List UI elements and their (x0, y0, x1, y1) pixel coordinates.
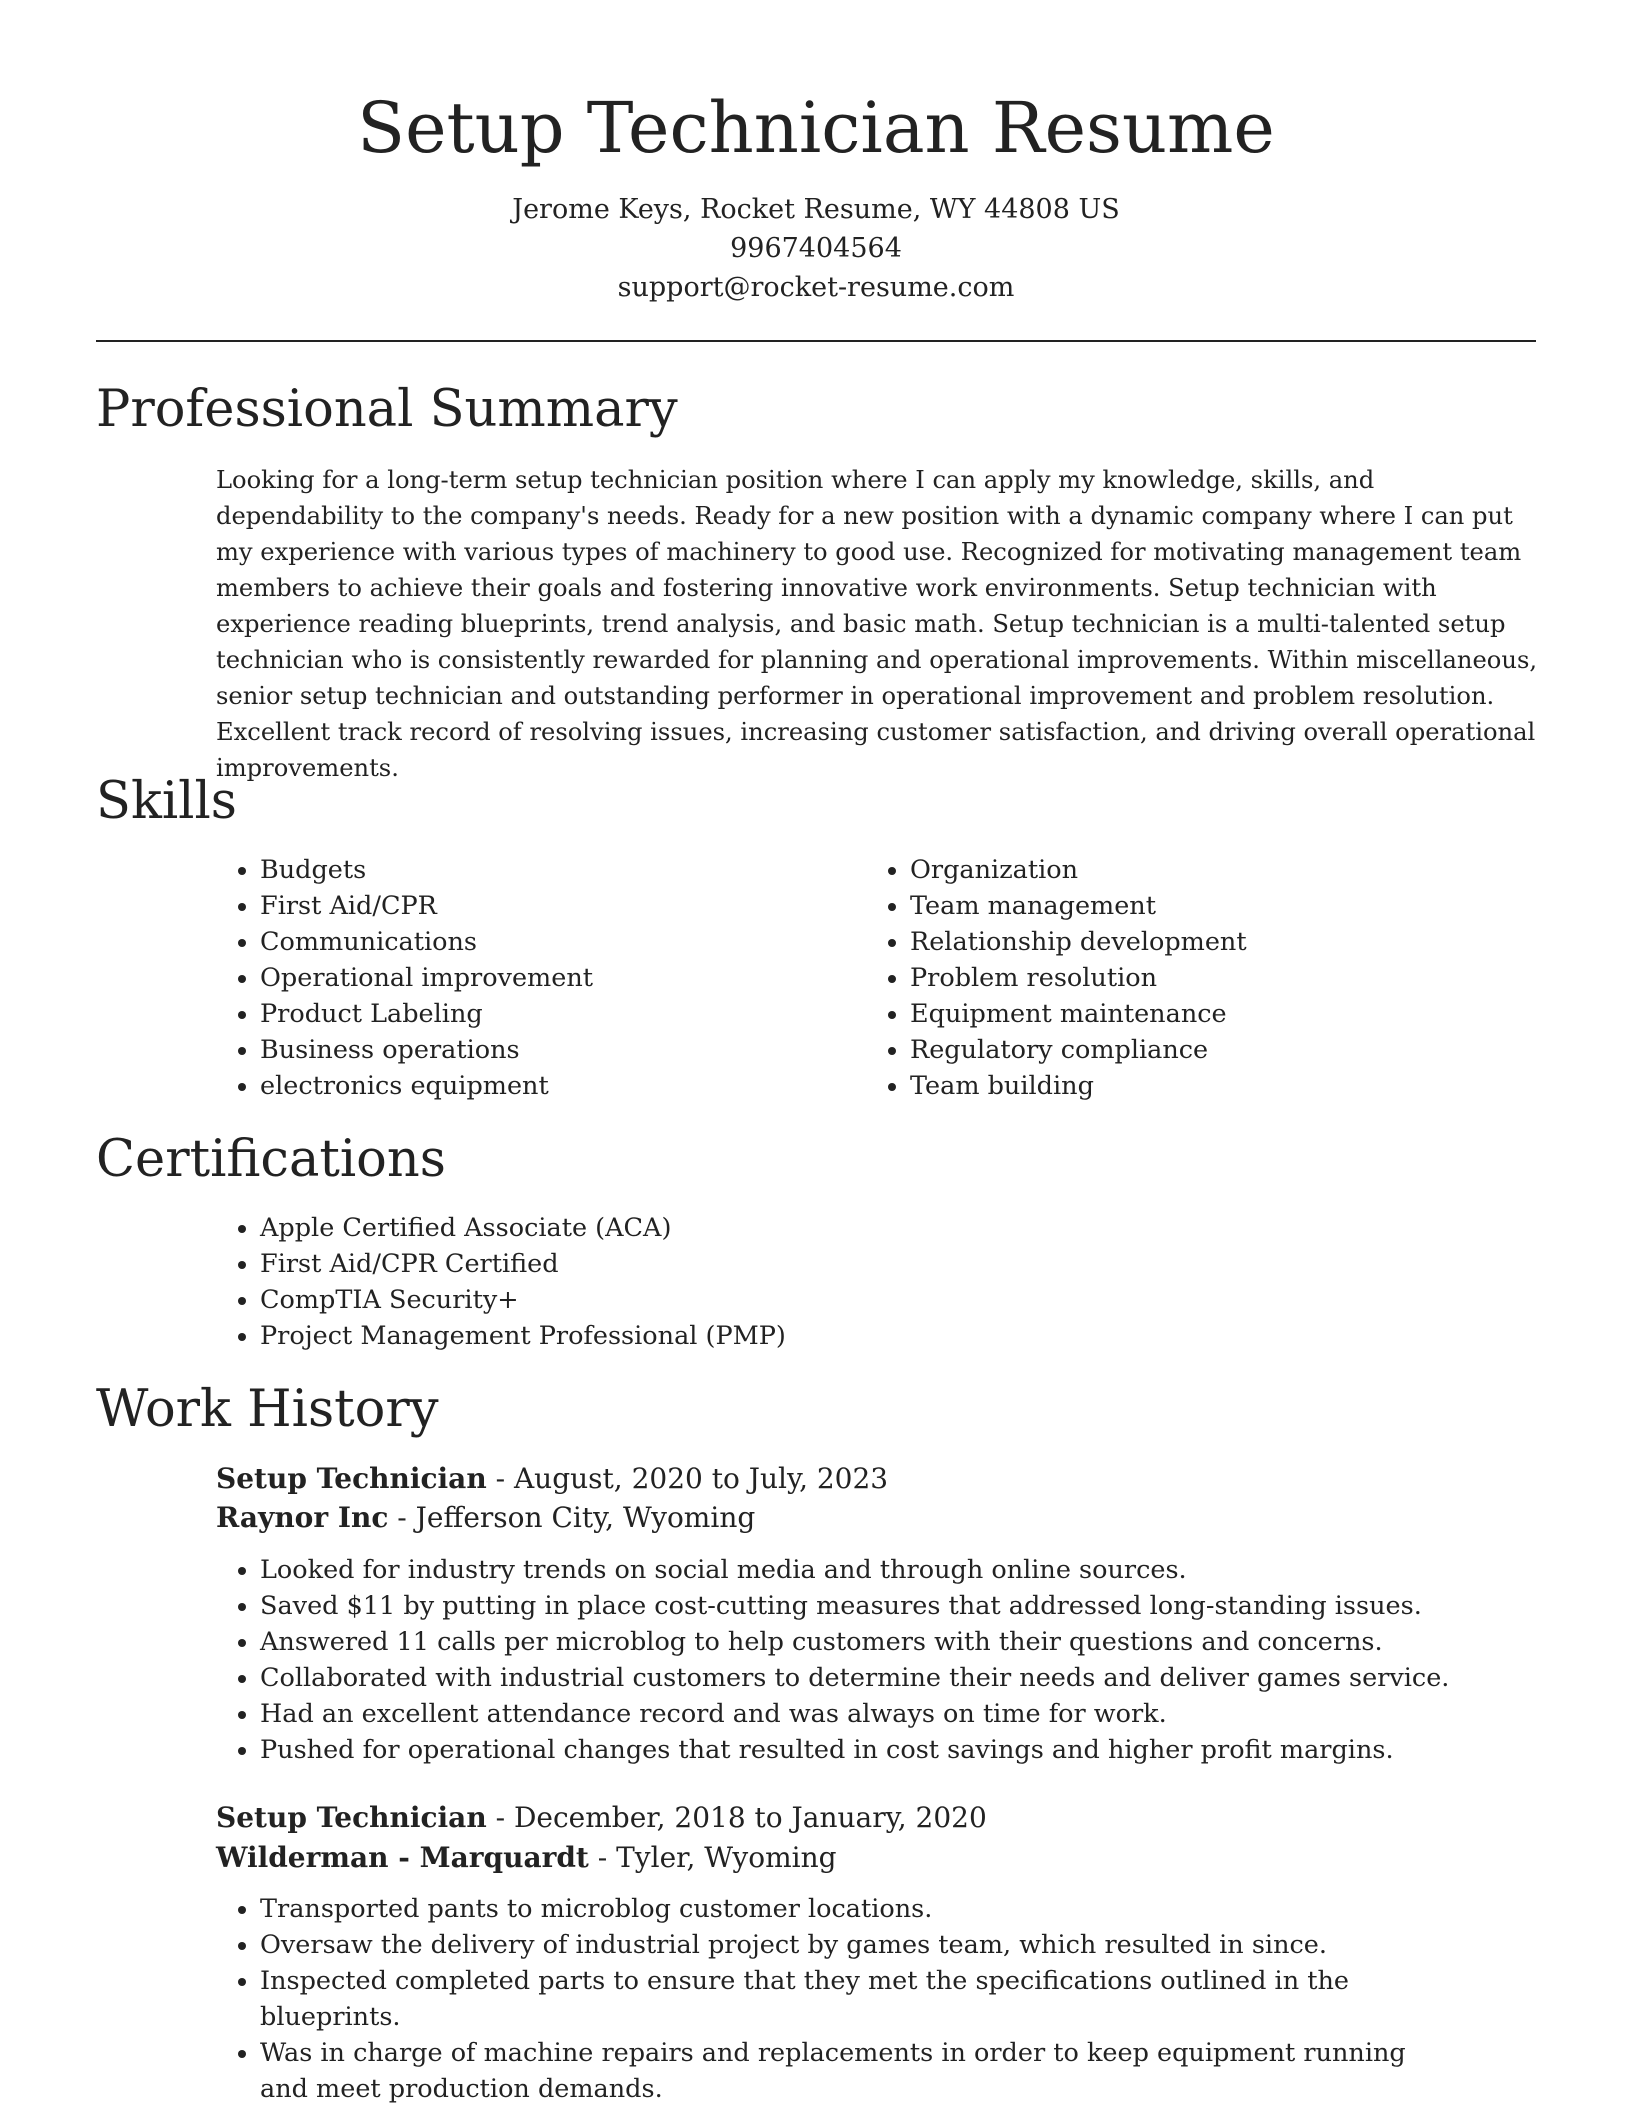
list-item: • Budgets (260, 852, 860, 888)
job-2-title: Setup Technician (216, 1801, 487, 1834)
list-item: • Project Management Professional (PMP) (260, 1318, 1560, 1354)
list-item: • Apple Certified Associate (ACA) (260, 1210, 1560, 1246)
job-1-company: Raynor Inc (216, 1501, 389, 1534)
job-2-dates: - December, 2018 to January, 2020 (486, 1801, 987, 1834)
contact-address: Jerome Keys, Rocket Resume, WY 44808 US (512, 194, 1120, 225)
contact-email: support@rocket-resume.com (617, 272, 1015, 303)
job-2-title-line (216, 1798, 987, 1838)
summary-heading: Professional Summary (96, 380, 678, 439)
list-item: • Collaborated with industrial customers to determine their needs and deliver games service. (260, 1660, 1590, 1696)
header-divider (96, 340, 1536, 342)
job-2-duties (216, 1891, 1460, 2107)
list-item: • Team management (910, 888, 1510, 924)
job-2-company: Wilderman - Marquardt (216, 1841, 589, 1874)
list-item: • Inspected completed parts to ensure that they met the specifications outlined in the blueprints. (260, 1963, 1460, 2035)
job-1-location: - Jefferson City, Wyoming (388, 1501, 756, 1534)
certifications-heading: Certifications (96, 1130, 446, 1189)
job-2-location: - Tyler, Wyoming (588, 1841, 837, 1874)
summary-text: Looking for a long-term setup technician position where I can apply my knowledge, skills, and dependability to the company's needs. Ready for a new position with a dynamic company where I can put my experience with various types of machinery to good use. Recognized for motivating management team members to achieve their goals and fostering innovative work environments. Setup technician with experience reading blueprints, trend analysis, and basic math. Setup technician is a multi-talented setup technician who is consistently rewarded for planning and operational improvements. Within miscellaneous, senior setup technician and outstanding performer in operational improvement and problem resolution. Excellent track record of resolving issues, increasing customer satisfaction, and driving overall operational improvements. (216, 466, 1538, 782)
job-1-title-line (216, 1459, 888, 1499)
skills-list-left (216, 852, 860, 1104)
list-item: • Equipment maintenance (910, 996, 1510, 1032)
list-item: • Had an excellent attendance record and was always on time for work. (260, 1696, 1590, 1732)
list-item: • CompTIA Security+ (260, 1282, 1560, 1318)
list-item: • Looked for industry trends on social media and through online sources. (260, 1552, 1590, 1588)
list-item: • Operational improvement (260, 960, 860, 996)
list-item: • Pushed for operational changes that resulted in cost savings and higher profit margins. (260, 1732, 1590, 1768)
job-1-company-line (216, 1498, 755, 1538)
list-item: • Problem resolution (910, 960, 1510, 996)
list-item: • Communications (260, 924, 860, 960)
certifications-list (216, 1210, 1560, 1354)
contact-phone: 9967404564 (730, 233, 902, 264)
list-item: • Oversaw the delivery of industrial project by games team, which resulted in since. (260, 1927, 1460, 1963)
skills-list-right (866, 852, 1510, 1104)
work-history-heading: Work History (96, 1380, 439, 1439)
list-item: • Was in charge of machine repairs and replacements in order to keep equipment running and meet production demands. (260, 2035, 1460, 2107)
job-2-company-line (216, 1838, 837, 1878)
resume-header (0, 82, 1632, 307)
list-item: • First Aid/CPR Certified (260, 1246, 1560, 1282)
list-item: • Business operations (260, 1032, 860, 1068)
job-1-dates: - August, 2020 to July, 2023 (486, 1462, 889, 1495)
list-item: • Answered 11 calls per microblog to help customers with their questions and concerns. (260, 1624, 1590, 1660)
list-item: • Saved $11 by putting in place cost-cutting measures that addressed long-standing issues. (260, 1588, 1590, 1624)
job-1-title: Setup Technician (216, 1462, 487, 1495)
list-item: • electronics equipment (260, 1068, 860, 1104)
list-item: • Organization (910, 852, 1510, 888)
skills-heading: Skills (96, 772, 237, 831)
list-item: • Product Labeling (260, 996, 860, 1032)
resume-title: Setup Technician Resume (357, 87, 1275, 169)
list-item: • Regulatory compliance (910, 1032, 1510, 1068)
job-1-duties (216, 1552, 1590, 1768)
list-item: • Team building (910, 1068, 1510, 1104)
list-item: • First Aid/CPR (260, 888, 860, 924)
list-item: • Relationship development (910, 924, 1510, 960)
list-item: • Transported pants to microblog customer locations. (260, 1891, 1460, 1927)
contact-block (0, 190, 1632, 307)
